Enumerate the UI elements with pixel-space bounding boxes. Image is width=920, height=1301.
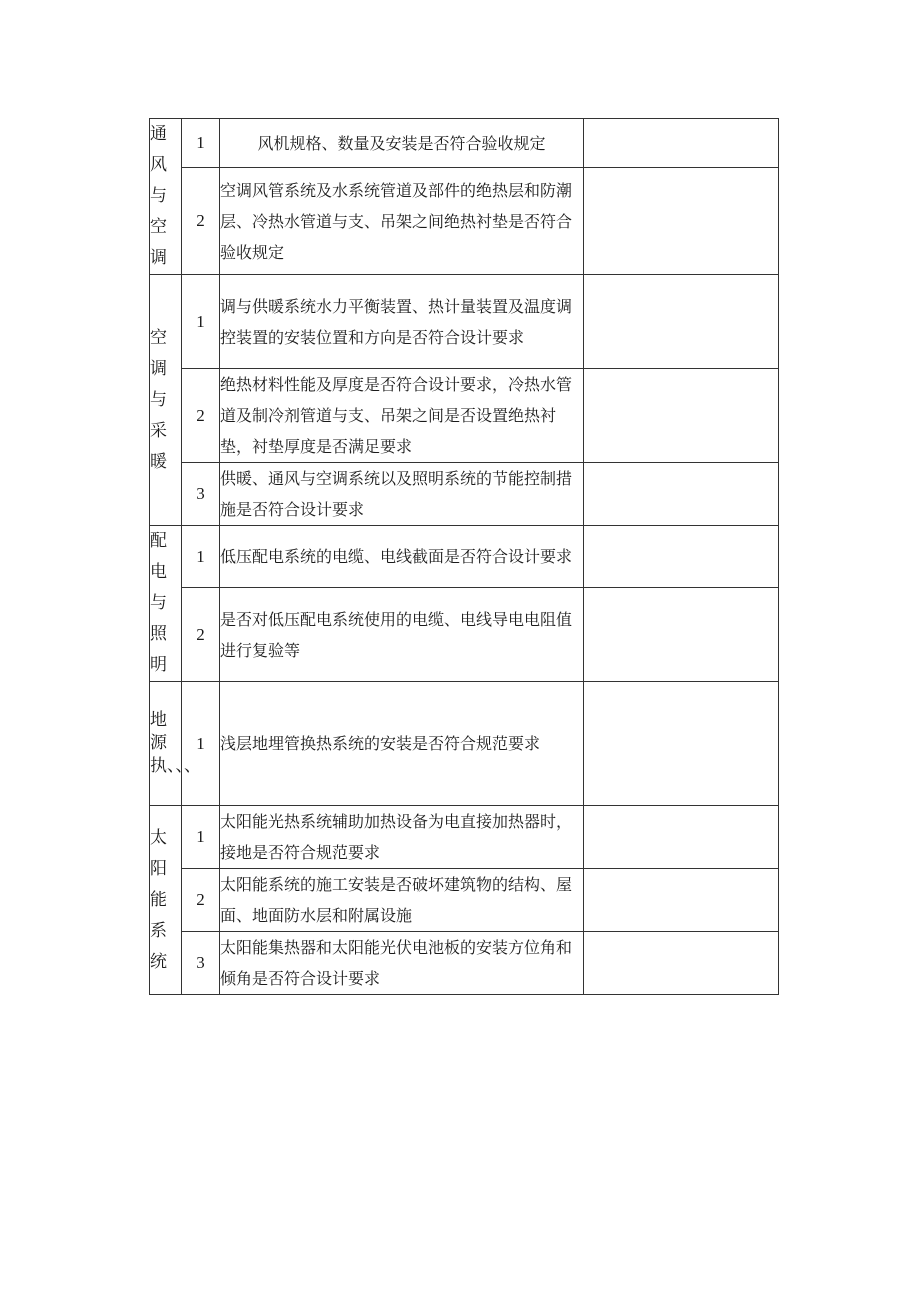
result-cell[interactable] — [584, 588, 779, 682]
item-number: 1 — [182, 119, 220, 168]
table-row — [150, 463, 779, 526]
table-row — [150, 168, 779, 275]
item-description: 空调风管系统及水系统管道及部件的绝热层和防潮层、冷热水管道与支、吊架之间绝热衬垫是否符合验收规定 — [220, 168, 584, 275]
result-cell[interactable] — [584, 932, 779, 995]
item-number: 1 — [182, 526, 220, 588]
item-number: 3 — [182, 463, 220, 526]
result-cell[interactable] — [584, 369, 779, 463]
item-description: 低压配电系统的电缆、电线截面是否符合设计要求 — [220, 526, 584, 588]
item-number: 1 — [182, 682, 220, 806]
result-cell[interactable] — [584, 463, 779, 526]
result-cell[interactable] — [584, 806, 779, 869]
table-row — [150, 526, 779, 588]
category-label: 空调与采暖 — [150, 327, 167, 472]
item-description: 调与供暖系统水力平衡装置、热计量装置及温度调控装置的安装位置和方向是否符合设计要求 — [220, 275, 584, 369]
inspection-table — [149, 118, 779, 995]
result-cell[interactable] — [584, 526, 779, 588]
item-number: 2 — [182, 588, 220, 682]
category-cell — [150, 119, 182, 275]
item-description: 供暖、通风与空调系统以及照明系统的节能控制措施是否符合设计要求 — [220, 463, 584, 526]
category-cell — [150, 682, 201, 806]
item-number: 2 — [182, 168, 220, 275]
item-number: 1 — [182, 806, 220, 869]
item-description: 是否对低压配电系统使用的电缆、电线导电电阻值进行复验等 — [220, 588, 584, 682]
item-description: 浅层地埋管换热系统的安装是否符合规范要求 — [220, 682, 584, 806]
result-cell[interactable] — [584, 682, 779, 806]
table-row — [150, 369, 779, 463]
category-label: 太阳能系统 — [150, 827, 167, 972]
item-number: 1 — [182, 275, 220, 369]
table-row — [150, 119, 779, 168]
category-cell — [150, 806, 182, 995]
item-number: 2 — [182, 369, 220, 463]
category-cell — [150, 526, 182, 682]
category-label: 配电与照明 — [150, 531, 167, 675]
table-row — [150, 806, 779, 869]
category-label: 地源执、、、 — [150, 710, 201, 776]
item-number: 3 — [182, 932, 220, 995]
table-row — [150, 682, 779, 806]
result-cell[interactable] — [584, 168, 779, 275]
item-description: 太阳能集热器和太阳能光伏电池板的安装方位角和倾角是否符合设计要求 — [220, 932, 584, 995]
category-label: 通风与空调 — [150, 124, 167, 268]
result-cell[interactable] — [584, 869, 779, 932]
result-cell[interactable] — [584, 275, 779, 369]
result-cell[interactable] — [584, 119, 779, 168]
table-row — [150, 275, 779, 369]
item-description: 太阳能系统的施工安装是否破坏建筑物的结构、屋面、地面防水层和附属设施 — [220, 869, 584, 932]
table-row — [150, 869, 779, 932]
item-description: 太阳能光热系统辅助加热设备为电直接加热器时，接地是否符合规范要求 — [220, 806, 584, 869]
item-description: 风机规格、数量及安装是否符合验收规定 — [220, 119, 584, 168]
item-description: 绝热材料性能及厚度是否符合设计要求，冷热水管道及制冷剂管道与支、吊架之间是否设置绝热衬垫，衬垫厚度是否满足要求 — [220, 369, 584, 463]
item-number: 2 — [182, 869, 220, 932]
table-row — [150, 932, 779, 995]
category-cell — [150, 275, 182, 526]
table-row — [150, 588, 779, 682]
